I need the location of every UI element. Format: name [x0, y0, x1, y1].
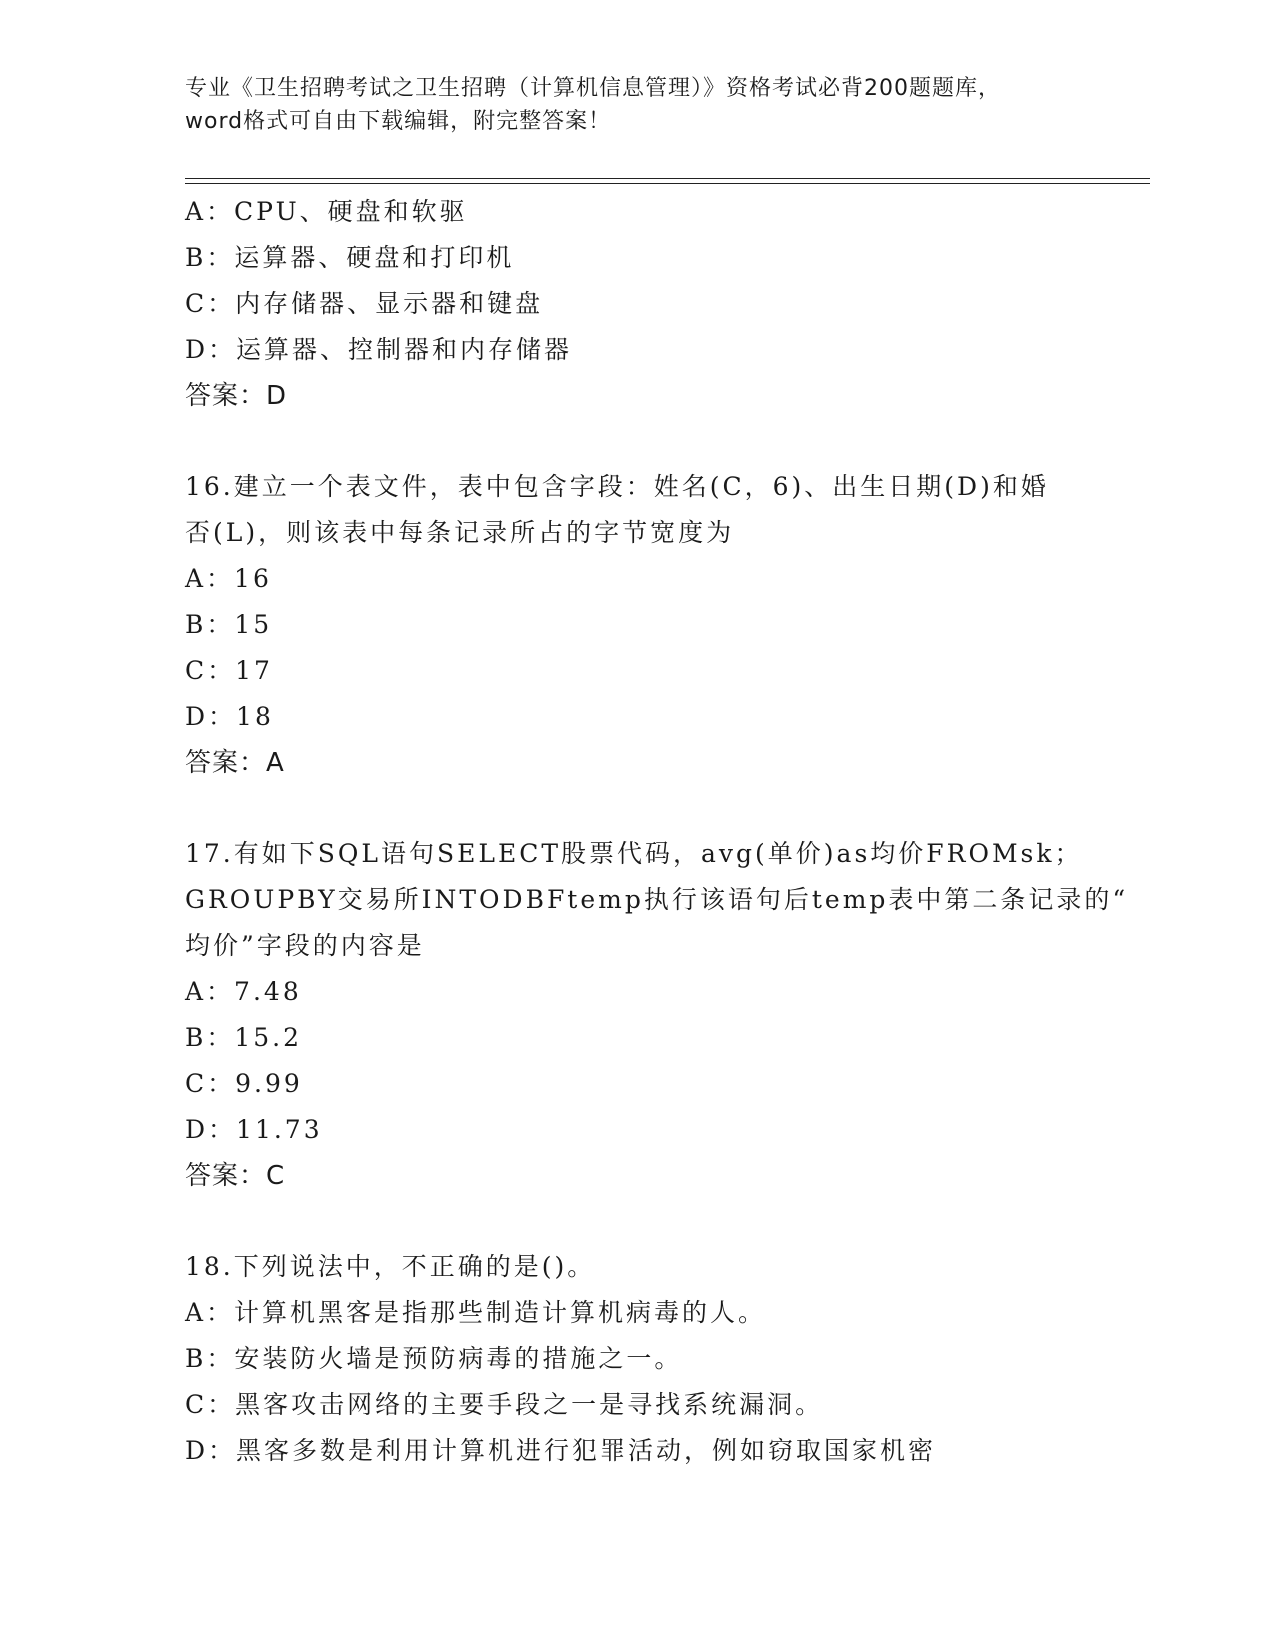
answer: 答案：C [185, 1161, 286, 1191]
question-text-line-1: 17.有如下SQL语句SELECT股票代码，avg(单价)as均价FROMsk； [185, 839, 1083, 868]
option-b: B：运算器、硬盘和打印机 [185, 243, 515, 272]
question-text-line-1: 16.建立一个表文件，表中包含字段：姓名(C，6)、出生日期(D)和婚 [185, 472, 1049, 501]
option-a: A：16 [185, 564, 272, 593]
option-d: D：11.73 [185, 1115, 323, 1144]
question-18 [185, 1244, 1105, 1474]
option-a: A：7.48 [185, 977, 302, 1006]
option-d: D：黑客多数是利用计算机进行犯罪活动，例如窃取国家机密 [185, 1436, 937, 1465]
option-a: A：计算机黑客是指那些制造计算机病毒的人。 [185, 1298, 767, 1327]
option-c: C：17 [185, 656, 273, 685]
option-d: D：运算器、控制器和内存储器 [185, 335, 573, 364]
option-b: B：15.2 [185, 1023, 303, 1052]
option-c: C：9.99 [185, 1069, 303, 1098]
question-15 [185, 189, 1105, 419]
question-text-line-1: 18.下列说法中，不正确的是()。 [185, 1252, 596, 1281]
document-header [185, 72, 1105, 138]
option-d: D：18 [185, 702, 274, 731]
document-body [185, 189, 1129, 1474]
option-b: B：安装防火墙是预防病毒的措施之一。 [185, 1344, 683, 1373]
answer: 答案：D [185, 381, 288, 411]
question-text-line-3: 均价”字段的内容是 [185, 931, 425, 960]
question-text-line-2: 否(L)，则该表中每条记录所占的字节宽度为 [185, 518, 735, 547]
spacer [185, 786, 1105, 831]
header-line-2: word格式可自由下载编辑，附完整答案！ [185, 109, 612, 134]
option-b: B：15 [185, 610, 273, 639]
spacer [185, 1199, 1105, 1244]
question-16 [185, 464, 1105, 786]
option-c: C：内存储器、显示器和键盘 [185, 289, 544, 318]
question-text-line-2: GROUPBY交易所INTODBFtemp执行该语句后temp表中第二条记录的“ [185, 885, 1129, 914]
spacer [185, 419, 1105, 464]
option-c: C：黑客攻击网络的主要手段之一是寻找系统漏洞。 [185, 1390, 824, 1419]
header-divider-bottom [185, 183, 1150, 184]
header-divider-top [185, 178, 1150, 179]
header-line-1: 专业《卫生招聘考试之卫生招聘（计算机信息管理）》资格考试必背200题题库， [185, 76, 1001, 101]
answer: 答案：A [185, 748, 285, 778]
option-a: A：CPU、硬盘和软驱 [185, 197, 468, 226]
question-17 [185, 831, 1129, 1199]
